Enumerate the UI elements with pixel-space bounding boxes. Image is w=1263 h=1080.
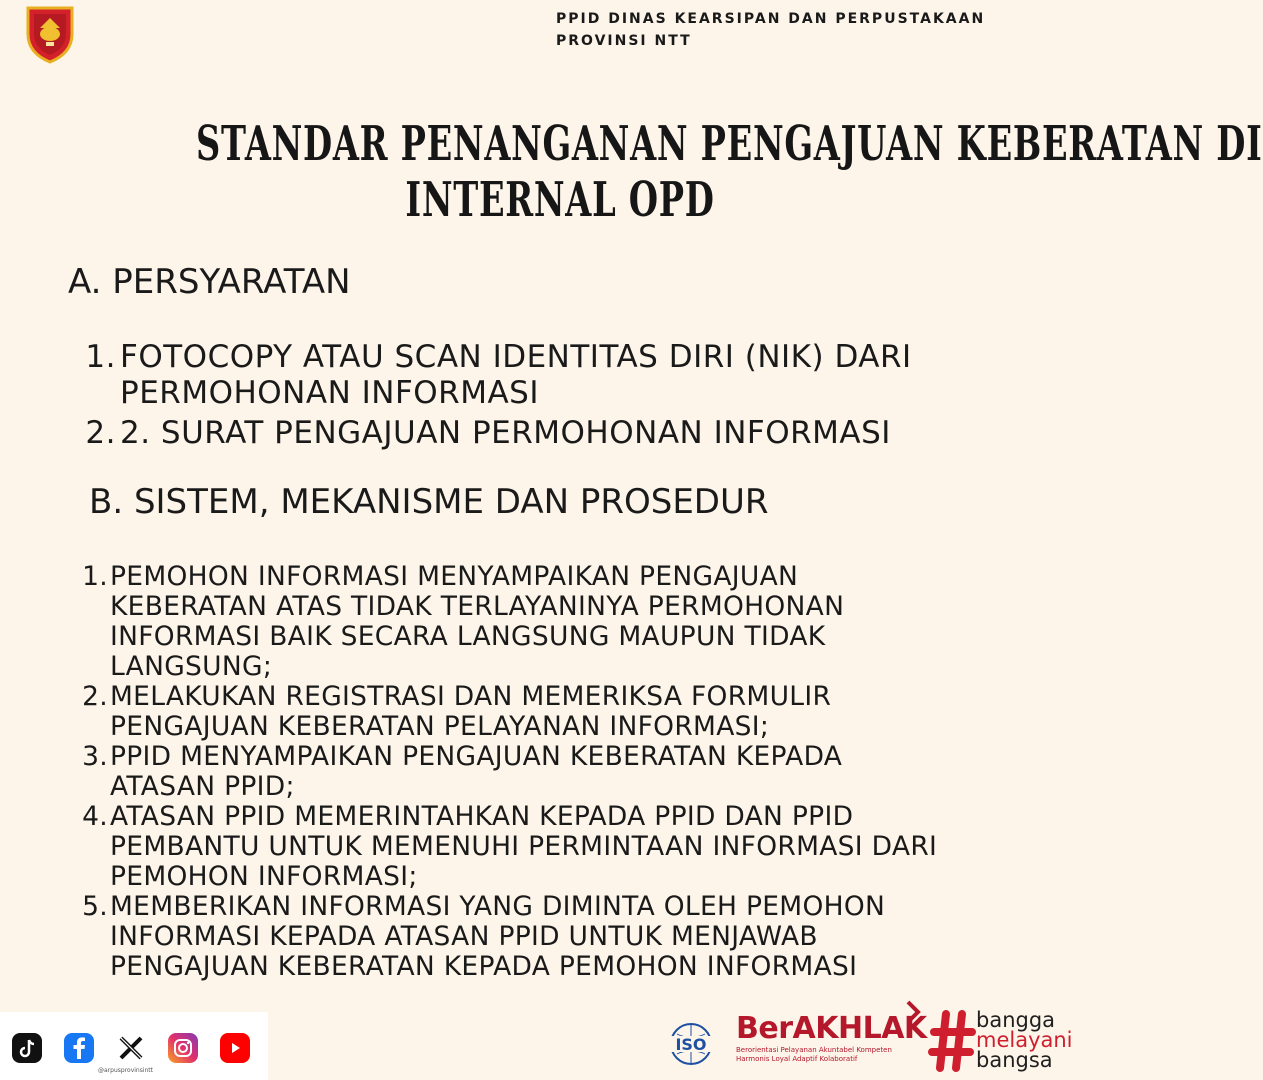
list-number: 2. (82, 681, 108, 712)
chevron-right-icon (904, 1000, 924, 1024)
list-line: PEMOHON INFORMASI; (110, 861, 418, 892)
social-handle: @arpusprovinsintt (98, 1067, 154, 1074)
list-number: 3. (82, 741, 108, 772)
list-number: 2. (85, 415, 116, 451)
list-number: 1. (85, 339, 116, 375)
berakhlak-tagline (736, 1046, 912, 1064)
tagline-line-2: Harmonis Loyal Adaptif Kolaboratif (736, 1055, 858, 1063)
slogan-line-3: bangsa (976, 1048, 1053, 1072)
list-line: MEMBERIKAN INFORMASI YANG DIMINTA OLEH PEMOHON (110, 891, 886, 922)
list-line: PPID MENYAMPAIKAN PENGAJUAN KEBERATAN KEPADA (110, 741, 843, 772)
list-number: 4. (82, 801, 108, 832)
slogan-line-2: melayani (976, 1028, 1073, 1052)
list-line: PENGAJUAN KEBERATAN PELAYANAN INFORMASI; (110, 711, 770, 742)
list-line: INFORMASI BAIK SECARA LANGSUNG MAUPUN TIDAK (110, 621, 826, 652)
slogan-line-1: bangga (976, 1008, 1056, 1032)
section-a-heading: A. PERSYARATAN (68, 262, 351, 302)
list-line: ATASAN PPID MEMERINTAHKAN KEPADA PPID DAN PPID (110, 801, 854, 832)
berakhlak-title: BerAKHLAK (736, 1011, 927, 1046)
facebook-icon[interactable] (64, 1033, 94, 1063)
list-line: MELAKUKAN REGISTRASI DAN MEMERIKSA FORMULIR (110, 681, 832, 712)
instagram-icon[interactable] (168, 1033, 198, 1063)
x-icon[interactable] (116, 1033, 146, 1063)
list-line: PERMOHONAN INFORMASI (120, 375, 539, 411)
section-b-heading: B. SISTEM, MEKANISME DAN PROSEDUR (89, 482, 769, 522)
org-line-2: PROVINSI NTT (556, 33, 692, 49)
list-line: ATASAN PPID; (110, 771, 295, 802)
slogan (976, 1010, 1073, 1070)
tagline-line-1: Berorientasi Pelayanan Akuntabel Kompeten (736, 1046, 892, 1054)
provincial-coat-of-arms-icon (22, 4, 78, 64)
list-line: INFORMASI KEPADA ATASAN PPID UNTUK MENJAWAB (110, 921, 818, 952)
iso-logo-icon (664, 1022, 718, 1066)
iso-label: ISO (675, 1035, 707, 1054)
list-line: PEMBANTU UNTUK MEMENUHI PERMINTAAN INFORMASI DARI (110, 831, 938, 862)
tiktok-icon[interactable] (12, 1033, 42, 1063)
title-line-1: STANDAR PENANGANAN PENGAJUAN KEBERATAN DI (196, 116, 1263, 172)
list-line: 2. SURAT PENGAJUAN PERMOHONAN INFORMASI (120, 415, 891, 451)
title-line-2: INTERNAL OPD (405, 172, 715, 228)
hashtag-icon (930, 1010, 974, 1072)
list-line: FOTOCOPY ATAU SCAN IDENTITAS DIRI (NIK) DARI (120, 339, 912, 375)
organization-name (556, 8, 985, 52)
list-line: PENGAJUAN KEBERATAN KEPADA PEMOHON INFORMASI (110, 951, 858, 982)
org-line-1: PPID DINAS KEARSIPAN DAN PERPUSTAKAAN (556, 11, 986, 27)
list-line: KEBERATAN ATAS TIDAK TERLAYANINYA PERMOHONAN (110, 591, 845, 622)
list-line: PEMOHON INFORMASI MENYAMPAIKAN PENGAJUAN (110, 561, 799, 592)
list-number: 1. (82, 561, 108, 592)
youtube-icon[interactable] (220, 1033, 250, 1063)
berakhlak-logo (736, 1012, 927, 1064)
list-line: LANGSUNG; (110, 651, 273, 682)
list-number: 5. (82, 891, 108, 922)
page-title (196, 116, 1263, 228)
